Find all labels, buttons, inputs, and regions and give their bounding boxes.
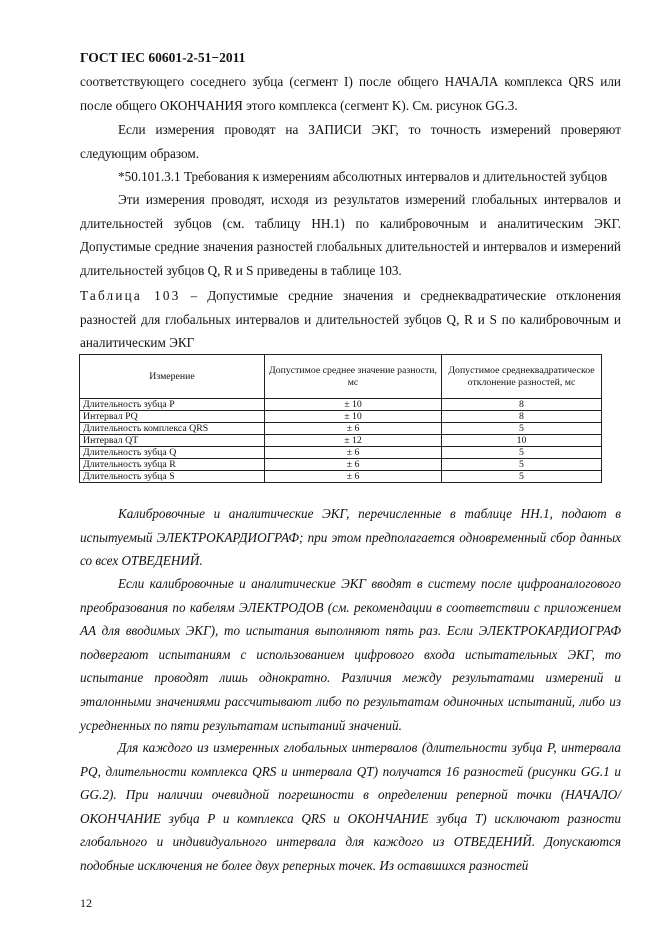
cell-mean: ± 12: [265, 435, 442, 447]
paragraph-calibration-ecg: Калибровочные и аналитические ЭКГ, перечисленные в таблице HH.1, подают в испытуемый ЭЛЕКТРОКАРДИОГРАФ; при этом предполагается одновременный сбор данных со всех ОТВЕДЕНИЙ.: [80, 506, 621, 569]
document-header: ГОСТ IEC 60601-2-51−2011: [80, 50, 246, 65]
tolerance-table: [79, 354, 602, 483]
header-mean-difference: Допустимое среднее значение разности, мс: [265, 355, 442, 399]
paragraph-measurements: Эти измерения проводят, исходя из результатов измерений глобальных интервалов и длительностей зубцов (см. таблицу HH.1) по калибровочным и аналитическим ЭКГ. Допустимые средние значения разностей глобальных длительностей и интервалов и измерений длительностей зубцов Q, R и S приведены в таблице 103.: [80, 192, 621, 278]
table-caption: [80, 284, 621, 355]
section-heading-50-101-3-1: *50.101.3.1 Требования к измерениям абсолютных интервалов и длительностей зубцов: [118, 169, 608, 184]
cell-mean: ± 10: [265, 411, 442, 423]
cell-std: 8: [442, 411, 602, 423]
cell-measurement: Длительность комплекса QRS: [80, 423, 265, 435]
paragraph-continuation: соответствующего соседнего зубца (сегмент I) после общего НАЧАЛА комплекса QRS или после общего ОКОНЧАНИЯ этого комплекса (сегмент K). См. рисунок GG.3.: [80, 74, 621, 113]
table-row: [80, 411, 602, 423]
cell-std: 5: [442, 447, 602, 459]
cell-measurement: Длительность зубца S: [80, 471, 265, 483]
table-row: [80, 459, 602, 471]
paragraph-global-intervals: Для каждого из измеренных глобальных интервалов (длительности зубца P, интервала PQ, длительности комплекса QRS и интервала QT) получатся 16 разностей (рисунки GG.1 и GG.2). При наличии очевидной погрешности в определении реперной точки (НАЧАЛО/ОКОНЧАНИЕ зубца P и комплекса QRS и ОКОНЧАНИЕ зубца T) исключают разности глобального и индивидуального интервала для каждого из ОТВЕДЕНИЙ. Допускаются подобные исключения не более двух реперных точек. Из оставшихся разностей: [80, 740, 621, 873]
cell-std: 5: [442, 459, 602, 471]
cell-std: 5: [442, 423, 602, 435]
cell-mean: ± 10: [265, 399, 442, 411]
header-std-deviation: Допустимое среднеквадратическое отклонение разностей, мс: [442, 355, 602, 399]
table-header-row: [80, 355, 602, 399]
paragraph-ecg-record: Если измерения проводят на ЗАПИСИ ЭКГ, то точность измерений проверяют следующим образом.: [80, 122, 621, 161]
cell-measurement: Длительность зубца P: [80, 399, 265, 411]
paragraph-test-procedure: Если калибровочные и аналитические ЭКГ вводят в систему после цифроаналогового преобразования по кабелям ЭЛЕКТРОДОВ (см. рекомендации в соответствии с приложением AA для вводимых ЭКГ), то испытания выполняют пять раз. Если ЭЛЕКТРОКАРДИОГРАФ подвергают испытаниям с использованием цифрового входа испытательных ЭКГ, то испытание проводят лишь однократно. Различия между результатами измерений и эталонными значениями рассчитывают либо по результатам одиночных испытаний, либо из усредненных по пяти результатам испытаний значений.: [80, 576, 621, 733]
cell-std: 10: [442, 435, 602, 447]
table-caption-label: Таблица 103: [80, 288, 181, 303]
cell-measurement: Интервал QT: [80, 435, 265, 447]
cell-std: 5: [442, 471, 602, 483]
cell-std: 8: [442, 399, 602, 411]
cell-measurement: Интервал PQ: [80, 411, 265, 423]
table-row: [80, 471, 602, 483]
cell-mean: ± 6: [265, 459, 442, 471]
table-row: [80, 423, 602, 435]
table-row: [80, 435, 602, 447]
cell-mean: ± 6: [265, 471, 442, 483]
cell-mean: ± 6: [265, 423, 442, 435]
cell-mean: ± 6: [265, 447, 442, 459]
table-caption-text: – Допустимые средние значения и среднеквадратические отклонения разностей для глобальных интервалов и длительностей зубцов Q, R и S по калибровочным и аналитическим ЭКГ: [80, 288, 621, 351]
table-row: [80, 447, 602, 459]
header-measurement: Измерение: [80, 355, 265, 399]
page-number: 12: [80, 896, 92, 910]
cell-measurement: Длительность зубца R: [80, 459, 265, 471]
cell-measurement: Длительность зубца Q: [80, 447, 265, 459]
table-row: [80, 399, 602, 411]
